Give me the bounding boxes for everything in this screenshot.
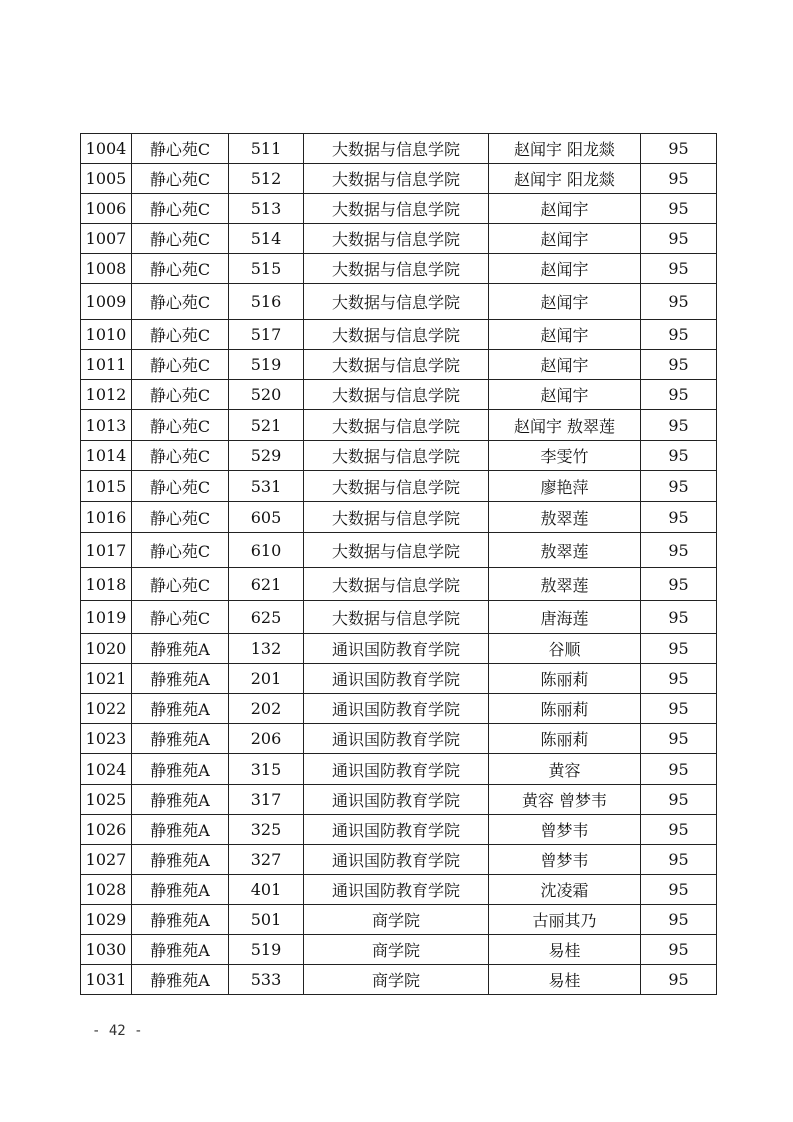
- cell-building: 静雅苑A: [132, 845, 229, 875]
- cell-number: 1017: [81, 533, 132, 568]
- cell-room: 605: [229, 502, 304, 533]
- cell-number: 1010: [81, 320, 132, 350]
- table-row: [81, 380, 717, 410]
- cell-score: 95: [641, 502, 717, 533]
- cell-room: 529: [229, 441, 304, 471]
- cell-building: 静心苑C: [132, 254, 229, 284]
- cell-score: 95: [641, 224, 717, 254]
- cell-room: 519: [229, 350, 304, 380]
- cell-score: 95: [641, 634, 717, 664]
- table-row: [81, 694, 717, 724]
- cell-score: 95: [641, 471, 717, 502]
- cell-counselor: 谷顺: [489, 634, 641, 664]
- table-row: [81, 502, 717, 533]
- cell-score: 95: [641, 875, 717, 905]
- cell-counselor: 赵闻宇: [489, 284, 641, 320]
- table-row: [81, 284, 717, 320]
- cell-counselor: 赵闻宇: [489, 224, 641, 254]
- cell-room: 325: [229, 815, 304, 845]
- cell-number: 1024: [81, 754, 132, 785]
- cell-score: 95: [641, 380, 717, 410]
- cell-counselor: 曾梦韦: [489, 845, 641, 875]
- cell-college: 大数据与信息学院: [304, 350, 489, 380]
- cell-college: 通识国防教育学院: [304, 634, 489, 664]
- cell-score: 95: [641, 194, 717, 224]
- cell-building: 静雅苑A: [132, 785, 229, 815]
- cell-college: 通识国防教育学院: [304, 664, 489, 694]
- cell-score: 95: [641, 815, 717, 845]
- cell-number: 1016: [81, 502, 132, 533]
- cell-number: 1027: [81, 845, 132, 875]
- cell-building: 静心苑C: [132, 441, 229, 471]
- cell-counselor: 赵闻宇: [489, 380, 641, 410]
- cell-number: 1005: [81, 164, 132, 194]
- cell-score: 95: [641, 254, 717, 284]
- cell-college: 商学院: [304, 965, 489, 995]
- cell-counselor: 易桂: [489, 965, 641, 995]
- cell-counselor: 赵闻宇 阳龙燚: [489, 164, 641, 194]
- cell-score: 95: [641, 724, 717, 754]
- cell-counselor: 廖艳萍: [489, 471, 641, 502]
- cell-building: 静心苑C: [132, 568, 229, 601]
- cell-building: 静心苑C: [132, 471, 229, 502]
- cell-building: 静心苑C: [132, 224, 229, 254]
- cell-building: 静心苑C: [132, 410, 229, 441]
- cell-number: 1021: [81, 664, 132, 694]
- cell-room: 533: [229, 965, 304, 995]
- cell-building: 静雅苑A: [132, 875, 229, 905]
- cell-score: 95: [641, 164, 717, 194]
- cell-college: 大数据与信息学院: [304, 502, 489, 533]
- cell-college: 通识国防教育学院: [304, 875, 489, 905]
- table-row: [81, 664, 717, 694]
- cell-score: 95: [641, 533, 717, 568]
- cell-building: 静心苑C: [132, 601, 229, 634]
- cell-number: 1009: [81, 284, 132, 320]
- cell-score: 95: [641, 905, 717, 935]
- cell-college: 大数据与信息学院: [304, 254, 489, 284]
- cell-score: 95: [641, 350, 717, 380]
- cell-score: 95: [641, 441, 717, 471]
- cell-counselor: 黄容: [489, 754, 641, 785]
- cell-building: 静雅苑A: [132, 754, 229, 785]
- cell-number: 1023: [81, 724, 132, 754]
- cell-room: 520: [229, 380, 304, 410]
- page-number: - 42 -: [92, 1023, 143, 1039]
- cell-number: 1015: [81, 471, 132, 502]
- cell-building: 静雅苑A: [132, 694, 229, 724]
- cell-room: 201: [229, 664, 304, 694]
- cell-counselor: 赵闻宇: [489, 254, 641, 284]
- cell-room: 625: [229, 601, 304, 634]
- cell-number: 1011: [81, 350, 132, 380]
- table-row: [81, 724, 717, 754]
- cell-room: 521: [229, 410, 304, 441]
- cell-room: 202: [229, 694, 304, 724]
- table-row: [81, 845, 717, 875]
- cell-score: 95: [641, 410, 717, 441]
- cell-building: 静心苑C: [132, 502, 229, 533]
- cell-building: 静雅苑A: [132, 634, 229, 664]
- cell-counselor: 陈丽莉: [489, 694, 641, 724]
- cell-room: 514: [229, 224, 304, 254]
- cell-score: 95: [641, 965, 717, 995]
- cell-building: 静雅苑A: [132, 815, 229, 845]
- cell-college: 大数据与信息学院: [304, 568, 489, 601]
- cell-college: 通识国防教育学院: [304, 815, 489, 845]
- cell-college: 商学院: [304, 905, 489, 935]
- table-row: [81, 905, 717, 935]
- cell-building: 静心苑C: [132, 194, 229, 224]
- cell-room: 531: [229, 471, 304, 502]
- cell-college: 商学院: [304, 935, 489, 965]
- cell-counselor: 黄容 曾梦韦: [489, 785, 641, 815]
- cell-number: 1019: [81, 601, 132, 634]
- cell-building: 静雅苑A: [132, 905, 229, 935]
- cell-score: 95: [641, 601, 717, 634]
- cell-room: 501: [229, 905, 304, 935]
- cell-number: 1022: [81, 694, 132, 724]
- cell-counselor: 赵闻宇: [489, 350, 641, 380]
- table-row: [81, 224, 717, 254]
- cell-college: 大数据与信息学院: [304, 471, 489, 502]
- cell-room: 132: [229, 634, 304, 664]
- cell-college: 大数据与信息学院: [304, 601, 489, 634]
- cell-number: 1029: [81, 905, 132, 935]
- cell-building: 静心苑C: [132, 284, 229, 320]
- cell-room: 515: [229, 254, 304, 284]
- cell-building: 静心苑C: [132, 164, 229, 194]
- cell-room: 621: [229, 568, 304, 601]
- cell-counselor: 古丽其乃: [489, 905, 641, 935]
- cell-building: 静心苑C: [132, 134, 229, 164]
- cell-college: 大数据与信息学院: [304, 441, 489, 471]
- cell-college: 大数据与信息学院: [304, 410, 489, 441]
- table-row: [81, 350, 717, 380]
- cell-number: 1026: [81, 815, 132, 845]
- cell-building: 静雅苑A: [132, 935, 229, 965]
- cell-number: 1014: [81, 441, 132, 471]
- cell-room: 610: [229, 533, 304, 568]
- cell-room: 517: [229, 320, 304, 350]
- dormitory-score-table: [80, 133, 717, 995]
- cell-college: 大数据与信息学院: [304, 164, 489, 194]
- cell-counselor: 唐海莲: [489, 601, 641, 634]
- cell-college: 大数据与信息学院: [304, 320, 489, 350]
- cell-room: 512: [229, 164, 304, 194]
- table-row: [81, 134, 717, 164]
- table-row: [81, 320, 717, 350]
- cell-room: 317: [229, 785, 304, 815]
- table-row: [81, 194, 717, 224]
- cell-score: 95: [641, 134, 717, 164]
- cell-counselor: 陈丽莉: [489, 664, 641, 694]
- cell-college: 通识国防教育学院: [304, 845, 489, 875]
- table-row: [81, 634, 717, 664]
- cell-counselor: 敖翠莲: [489, 533, 641, 568]
- cell-building: 静心苑C: [132, 380, 229, 410]
- cell-number: 1006: [81, 194, 132, 224]
- cell-score: 95: [641, 694, 717, 724]
- table-row: [81, 533, 717, 568]
- cell-counselor: 李雯竹: [489, 441, 641, 471]
- cell-number: 1007: [81, 224, 132, 254]
- table-row: [81, 875, 717, 905]
- table-row: [81, 441, 717, 471]
- table-row: [81, 568, 717, 601]
- cell-college: 大数据与信息学院: [304, 194, 489, 224]
- cell-number: 1025: [81, 785, 132, 815]
- cell-room: 315: [229, 754, 304, 785]
- cell-score: 95: [641, 284, 717, 320]
- table-row: [81, 601, 717, 634]
- cell-score: 95: [641, 320, 717, 350]
- cell-number: 1030: [81, 935, 132, 965]
- cell-counselor: 赵闻宇 阳龙燚: [489, 134, 641, 164]
- table-row: [81, 410, 717, 441]
- cell-score: 95: [641, 568, 717, 601]
- cell-building: 静心苑C: [132, 320, 229, 350]
- cell-score: 95: [641, 935, 717, 965]
- cell-counselor: 赵闻宇: [489, 194, 641, 224]
- table-row: [81, 785, 717, 815]
- cell-score: 95: [641, 664, 717, 694]
- cell-room: 327: [229, 845, 304, 875]
- table-row: [81, 754, 717, 785]
- cell-college: 通识国防教育学院: [304, 754, 489, 785]
- cell-score: 95: [641, 845, 717, 875]
- cell-college: 通识国防教育学院: [304, 694, 489, 724]
- cell-room: 513: [229, 194, 304, 224]
- table-row: [81, 935, 717, 965]
- cell-college: 大数据与信息学院: [304, 380, 489, 410]
- cell-room: 516: [229, 284, 304, 320]
- cell-room: 519: [229, 935, 304, 965]
- cell-number: 1008: [81, 254, 132, 284]
- cell-number: 1018: [81, 568, 132, 601]
- cell-number: 1004: [81, 134, 132, 164]
- table-row: [81, 471, 717, 502]
- cell-counselor: 敖翠莲: [489, 502, 641, 533]
- cell-score: 95: [641, 754, 717, 785]
- cell-number: 1013: [81, 410, 132, 441]
- cell-counselor: 陈丽莉: [489, 724, 641, 754]
- table-row: [81, 965, 717, 995]
- cell-building: 静雅苑A: [132, 724, 229, 754]
- cell-counselor: 易桂: [489, 935, 641, 965]
- cell-counselor: 沈凌霜: [489, 875, 641, 905]
- cell-score: 95: [641, 785, 717, 815]
- cell-number: 1020: [81, 634, 132, 664]
- cell-number: 1031: [81, 965, 132, 995]
- cell-counselor: 曾梦韦: [489, 815, 641, 845]
- cell-building: 静心苑C: [132, 533, 229, 568]
- cell-counselor: 赵闻宇 敖翠莲: [489, 410, 641, 441]
- cell-room: 511: [229, 134, 304, 164]
- cell-room: 206: [229, 724, 304, 754]
- table-body: [81, 134, 717, 995]
- cell-building: 静雅苑A: [132, 965, 229, 995]
- cell-college: 通识国防教育学院: [304, 785, 489, 815]
- table-row: [81, 254, 717, 284]
- cell-counselor: 敖翠莲: [489, 568, 641, 601]
- cell-college: 大数据与信息学院: [304, 224, 489, 254]
- cell-counselor: 赵闻宇: [489, 320, 641, 350]
- cell-college: 大数据与信息学院: [304, 134, 489, 164]
- table-row: [81, 164, 717, 194]
- cell-building: 静心苑C: [132, 350, 229, 380]
- cell-college: 大数据与信息学院: [304, 533, 489, 568]
- cell-college: 通识国防教育学院: [304, 724, 489, 754]
- cell-building: 静雅苑A: [132, 664, 229, 694]
- table-row: [81, 815, 717, 845]
- cell-room: 401: [229, 875, 304, 905]
- cell-number: 1012: [81, 380, 132, 410]
- cell-college: 大数据与信息学院: [304, 284, 489, 320]
- cell-number: 1028: [81, 875, 132, 905]
